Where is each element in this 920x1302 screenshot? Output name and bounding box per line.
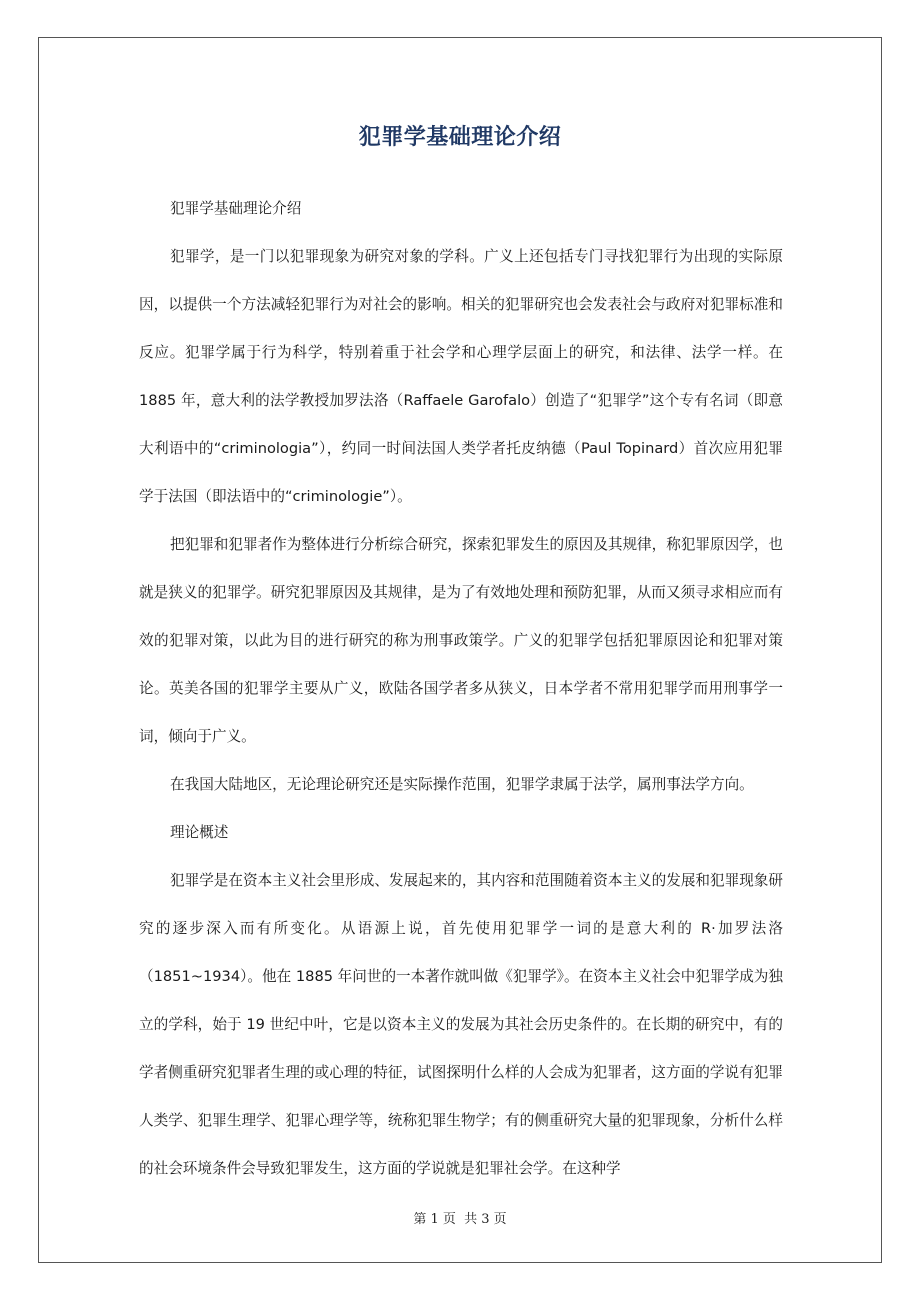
document-title: 犯罪学基础理论介绍: [358, 125, 562, 150]
document-body: [139, 197, 783, 1205]
paragraph-mainland: 在我国大陆地区，无论理论研究还是实际操作范围，犯罪学隶属于法学，属刑事法学方向。: [170, 776, 754, 793]
section-heading-overview: 理论概述: [170, 824, 229, 841]
page-total: 共 3 页: [464, 1212, 507, 1227]
paragraph-scope: 把犯罪和犯罪者作为整体进行分析综合研究，探索犯罪发生的原因及其规律，称犯罪原因学，也就是狭义的犯罪学。研究犯罪原因及其规律，是为了有效地处理和预防犯罪，从而又须寻求相应而有效的犯罪对策，以此为目的进行研究的称为刑事政策学。广义的犯罪学包括犯罪原因论和犯罪对策论。英美各国的犯罪学主要从广义，欧陆各国学者多从狭义，日本学者不常用犯罪学而用刑事学一词，倾向于广义。: [139, 536, 783, 745]
page-number: 第 1 页: [413, 1212, 456, 1227]
paragraph-history: 犯罪学是在资本主义社会里形成、发展起来的，其内容和范围随着资本主义的发展和犯罪现象研究的逐步深入而有所变化。从语源上说，首先使用犯罪学一词的是意大利的 R·加罗法洛（1851~1934）。他在 1885 年问世的一本著作就叫做《犯罪学》。在资本主义社会中犯罪学成为独立的学科，始于 19 世纪中叶，它是以资本主义的发展为其社会历史条件的。在长期的研究中，有的学者侧重研究犯罪者生理的或心理的特征，试图探明什么样的人会成为犯罪者，这方面的学说有犯罪人类学、犯罪生理学、犯罪心理学等，统称犯罪生物学；有的侧重研究大量的犯罪现象，分析什么样的社会环境条件会导致犯罪发生，这方面的学说就是犯罪社会学。在这种学: [139, 872, 783, 1177]
paragraph-definition: 犯罪学，是一门以犯罪现象为研究对象的学科。广义上还包括专门寻找犯罪行为出现的实际原因，以提供一个方法减轻犯罪行为对社会的影响。相关的犯罪研究也会发表社会与政府对犯罪标准和反应。犯罪学属于行为科学，特别着重于社会学和心理学层面上的研究，和法律、法学一样。在 1885 年，意大利的法学教授加罗法洛（Raffaele Garofalo）创造了“犯罪学”这个专有名词（即意大利语中的“criminologia”），约同一时间法国人类学者托皮纳德（Paul Topinard）首次应用犯罪学于法国（即法语中的“criminologie”）。: [139, 248, 783, 505]
page-footer: [0, 1208, 920, 1227]
paragraph-subtitle: 犯罪学基础理论介绍: [170, 200, 302, 217]
